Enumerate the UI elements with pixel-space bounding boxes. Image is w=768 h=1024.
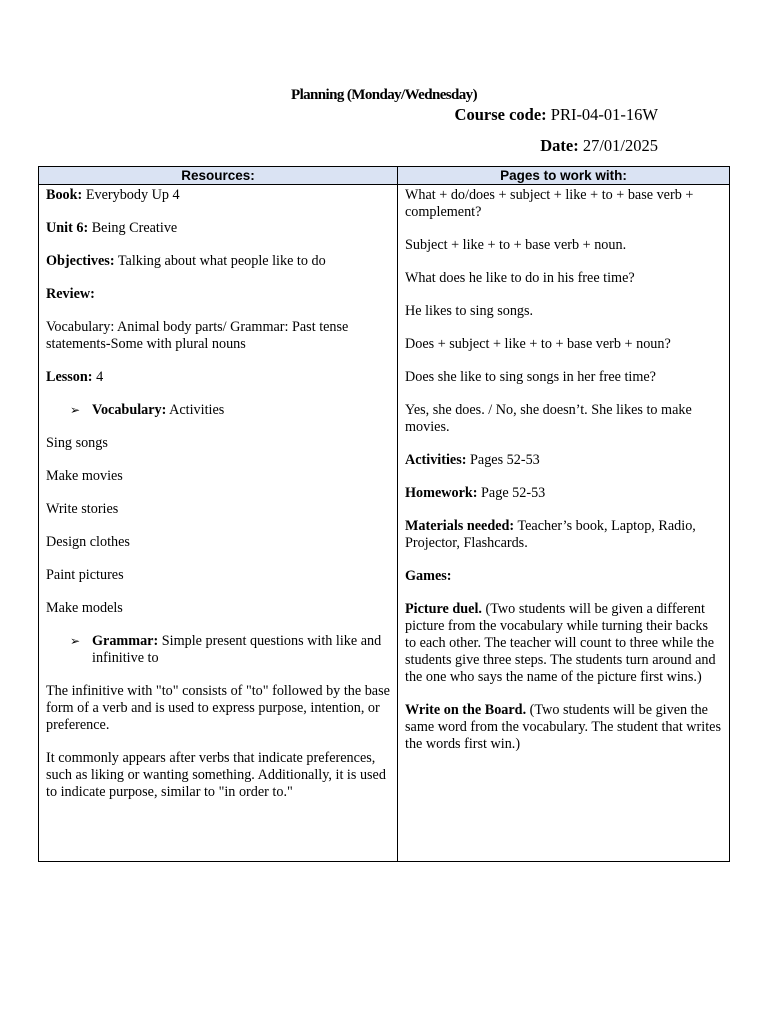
vocab-item: Write stories [46,501,119,517]
game-write-on-board [405,702,722,753]
table-header-row [39,167,730,185]
date-value: 27/01/2025 [582,136,658,155]
materials-line [405,518,722,552]
grammar-label: Grammar: [92,633,159,649]
game-picture-duel [405,601,722,686]
date-label: Date: [540,136,579,155]
resources-cell [39,185,398,862]
materials-label: Materials needed: [405,518,515,534]
arrow-bullet-icon: ➢ [70,634,81,648]
course-code-label: Course code: [454,105,547,124]
game2-text: (Two students will be given the same word from the vocabulary. The student that writes the words first win.) [405,702,721,752]
explanation-paragraph: It commonly appears after verbs that indicate preferences, such as liking or wanting something. Additionally, it is used to indicate purpose, similar to "in order to." [46,750,386,800]
activities-line [405,452,722,469]
book-label: Book: [46,187,83,203]
vocab-item: Make models [46,600,123,616]
pages-header: Pages to work with: [398,167,730,185]
homework-label: Homework: [405,485,478,501]
structure-line: Yes, she does. / No, she doesn’t. She likes to make movies. [405,402,692,435]
review-text: Vocabulary: Animal body parts/ Grammar: Past tense statements-Some with plural nouns [46,319,349,352]
materials-value: Teacher’s book, Laptop, Radio, Projector, Flashcards. [405,518,696,551]
explanation-paragraph: The infinitive with "to" consists of "to" followed by the base form of a verb and is used to express purpose, intention, or preference. [46,683,390,733]
structure-line: Does she like to sing songs in her free time? [405,369,656,385]
unit-value: Being Creative [91,220,178,236]
game1-text: (Two students will be given a different picture from the vocabulary while turning their backs to each other. The teacher will count to three while the students give three steps. The students turn around and the one who says the name of the picture first wins.) [405,601,716,685]
vocabulary-label: Vocabulary: [92,402,167,418]
course-code-value: PRI-04-01-16W [550,105,658,124]
homework-line [405,485,722,502]
structure-line: He likes to sing songs. [405,303,534,319]
vocabulary-value: Activities [169,402,225,418]
game1-label: Picture duel. [405,601,482,617]
structure-line: Does + subject + like + to + base verb + noun? [405,336,671,352]
structure-line: What + do/does + subject + like + to + base verb + complement? [405,187,694,220]
review-label: Review: [46,286,95,302]
structure-line: What does he like to do in his free time? [405,270,635,286]
games-label: Games: [405,568,452,584]
book-value: Everybody Up 4 [85,187,180,203]
unit-line [46,220,390,237]
pages-cell [398,185,730,862]
resources-header: Resources: [39,167,398,185]
book-line [46,187,390,204]
vocab-item: Sing songs [46,435,108,451]
lesson-line [46,369,390,386]
review-heading [46,286,390,303]
activities-label: Activities: [405,452,467,468]
vocab-item: Make movies [46,468,123,484]
vocabulary-bullet [46,402,390,419]
arrow-bullet-icon: ➢ [70,403,81,417]
vocab-item: Paint pictures [46,567,124,583]
activities-value: Pages 52-53 [470,452,540,468]
objectives-line [46,253,390,270]
grammar-bullet [46,633,390,667]
planning-table [38,166,730,862]
table-row [39,185,730,862]
course-code [455,105,658,125]
objectives-value: Talking about what people like to do [117,253,326,269]
structure-line: Subject + like + to + base verb + noun. [405,237,627,253]
game2-label: Write on the Board. [405,702,527,718]
page-title: Planning (Monday/Wednesday) [291,87,477,103]
homework-value: Page 52-53 [481,485,546,501]
lesson-label: Lesson: [46,369,93,385]
unit-label: Unit 6: [46,220,89,236]
grammar-value: Simple present questions with like and infinitive to [92,633,382,666]
lesson-value: 4 [96,369,104,385]
objectives-label: Objectives: [46,253,115,269]
vocab-item: Design clothes [46,534,130,550]
date-line [540,136,658,156]
games-heading [405,568,722,585]
